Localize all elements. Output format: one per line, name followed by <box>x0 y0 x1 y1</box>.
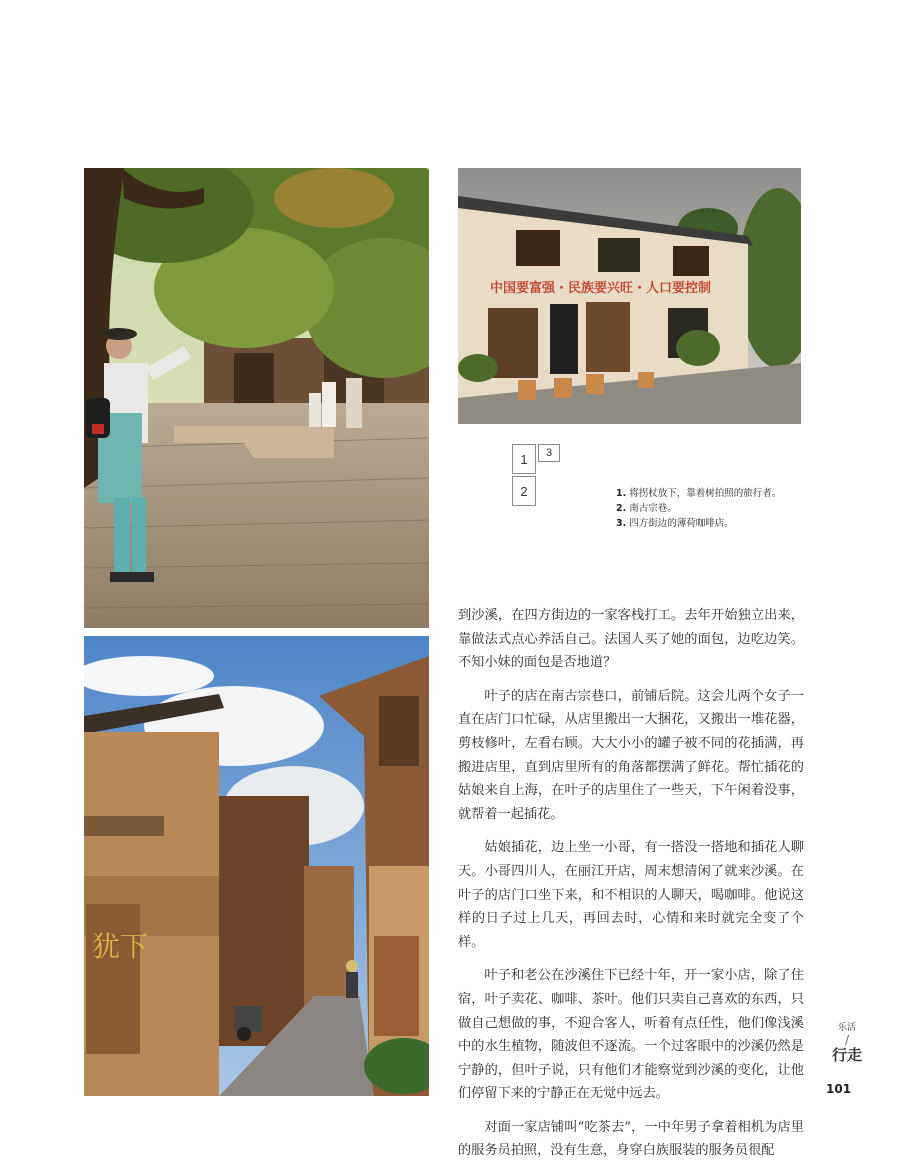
figure-label-1: 1 <box>512 444 536 474</box>
page-number: 101 <box>826 1082 852 1096</box>
paragraph: 对面一家店铺叫“吃茶去”，一中年男子拿着相机为店里的服务员拍照，没有生意，身穿白族服装的服务员很配 <box>458 1119 804 1159</box>
photo-coffee-shop <box>458 168 801 424</box>
photo-captions <box>616 486 826 531</box>
caption-3-text: 四方街边的薄荷咖啡店。 <box>629 518 734 529</box>
caption-1-text: 将拐杖放下，靠着树拍照的旅行者。 <box>629 488 782 499</box>
paragraph: 到沙溪，在四方街边的一家客栈打工。去年开始独立出来，靠做法式点心养活自己。法国人买了她的面包，边吃边笑。不知小妹的面包是否地道？ <box>458 608 804 671</box>
photo-traveler-under-tree <box>84 168 429 628</box>
caption-2-number: 2. <box>616 503 627 514</box>
wall-slogan-text: 中国要富强・民族要兴旺・人口要控制 <box>490 281 712 296</box>
caption-1 <box>616 486 826 501</box>
caption-1-number: 1. <box>616 488 627 499</box>
paragraph: 姑娘插花，边上坐一小哥，有一搭没一搭地和插花人聊天。小哥四川人，在丽江开店，周末想清闲了就来沙溪。在叶子的店门口坐下来，和不相识的人聊天，喝咖啡。他说这样的日子过上几天，再回去时，心情和来时就完全变了个样。 <box>458 840 804 950</box>
section-title: 行走 <box>832 1046 863 1064</box>
section-small-label: 乐活 <box>837 1023 856 1033</box>
figure-label-2: 2 <box>512 476 536 506</box>
paragraph: 叶子的店在南古宗巷口，前铺后院。这会儿两个女子一直在店门口忙碌，从店里搬出一大捆花，又搬出一堆花器，剪枝修叶，左看右顾。大大小小的罐子被不同的花插满，再搬进店里，直到店里所有的角落都摆满了鲜花。帮忙插花的姑娘来自上海，在叶子的店里住了一些天，下午闲着没事，就帮着一起插花。 <box>458 688 804 822</box>
photo-old-lane <box>84 636 429 1096</box>
sign-text: 犹下 <box>92 930 149 963</box>
caption-2-text: 南古宗巷。 <box>629 503 677 514</box>
figure-label-3: 3 <box>538 444 560 462</box>
article-body <box>458 604 804 1173</box>
paragraph: 叶子和老公在沙溪住下已经十年，开一家小店，除了住宿，叶子卖花、咖啡、茶叶。他们只卖自己喜欢的东西，只做自己想做的事，不迎合客人，听着有点任性，他们像浅溪中的水生植物，随波但不逐流。一个过客眼中的沙溪仍然是宁静的，但叶子说，只有他们才能察觉到沙溪的变化，让他们停留下来的宁静正在无觉中远去。 <box>458 968 804 1102</box>
section-tag <box>832 1020 862 1064</box>
caption-3 <box>616 516 826 531</box>
caption-2 <box>616 501 826 516</box>
caption-3-number: 3. <box>616 518 627 529</box>
section-separator: / <box>844 1033 850 1047</box>
